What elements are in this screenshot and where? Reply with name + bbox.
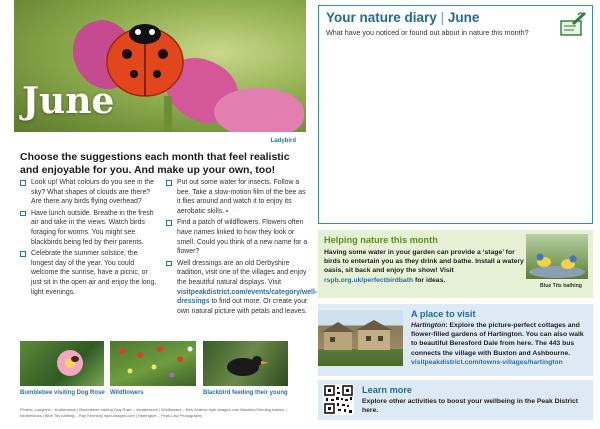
checkbox-icon	[20, 211, 26, 217]
tips-column-right	[166, 178, 318, 318]
place-to-visit-panel	[318, 304, 593, 376]
diary-question: What have you noticed or found out about in nature this month?	[326, 28, 529, 37]
photo-caption: Bumblebee visiting Dog Rose	[20, 390, 105, 396]
learn-more-panel	[318, 380, 593, 420]
learn-text: Explore other activities to boost your wellbeing in the Peak District here.	[362, 398, 579, 415]
ladybird-icon	[102, 16, 188, 98]
visit-title: A place to visit	[411, 309, 476, 319]
photo-hartington	[318, 310, 403, 366]
list-item: Put out some water for insects. Follow a bee. Take a slow-motion film of the bee as it flies around and watch it to enjoy its aerobatic skills.	[166, 178, 308, 216]
page-title: June	[22, 80, 115, 122]
checkbox-icon	[166, 261, 172, 267]
hero-image-ladybird	[14, 0, 306, 132]
hartington-link[interactable]: visitpeakdistrict.com/towns-villages/hartington	[411, 358, 563, 366]
list-item: Look up! What colours do you see in the sky? What shapes of clouds are there? Are there any birds flying overhead?	[20, 178, 158, 207]
photo-credits: Photos: Ladybird – shutterstock | Bumblebee visiting Dog Rose – shutterstock | Wildflowers – Ben Andrew rspb-images.com Blackbird feeding babies – shutterstock | Blue Tits bathing – Ray Kennedy rspb-images.com | Hartington – Peak Law Photography	[20, 407, 288, 418]
photo-caption: Wildflowers	[110, 390, 144, 396]
checkbox-icon	[20, 251, 26, 257]
photo-bumblebee-dog-rose	[20, 341, 104, 386]
photo-wildflowers	[110, 341, 196, 386]
red-dot-mark	[226, 210, 228, 212]
helping-text: Having some water in your garden can provide a ‘stage’ for birds to entertain you as they drink and bathe. Install a watery oasis, sit back and enjoy the show! Visit rspb.org.uk/perfectbirdbath for ideas.	[324, 249, 524, 284]
qr-code-icon[interactable]	[323, 384, 354, 415]
flower-stem	[164, 96, 172, 132]
checkbox-icon	[166, 180, 172, 186]
nature-diary-box[interactable]	[318, 5, 593, 224]
list-item: Find a patch of wildflowers. Flowers often have names linked to how they look or smell. Could you think of a new name for a flower?	[166, 218, 308, 256]
helping-title: Helping nature this month	[324, 235, 438, 245]
pen-writing-icon	[558, 9, 588, 39]
list-item: Well dressings are an old Derbyshire tradition, visit one of the villages and enjoy the beautiful natural displays. Visit visitpeakdistrict.com/events/category/well-dressings to find out more. Or create your own natural picture with petals and leaves.	[166, 259, 308, 317]
learn-title: Learn more	[362, 385, 413, 395]
photo-caption: Blackbird feeding their young	[203, 390, 288, 396]
photo-blue-tits-bathing	[526, 234, 588, 279]
list-item: Have lunch outside. Breathe in the fresh air and take in the views. Watch birds foraging for worms. You might see blackbirds being fed by their parents.	[20, 209, 158, 247]
checkbox-icon	[20, 180, 26, 186]
well-dressings-link[interactable]: visitpeakdistrict.com/events/category/well-dressings	[177, 288, 318, 306]
list-item: Celebrate the summer solstice, the longest day of the year. You could welcome the sunrise, have a picnic, or just sit in the open air and enjoy the long, light evenings.	[20, 249, 158, 297]
flower-petal	[214, 88, 304, 132]
hero-caption: Ladybird	[270, 138, 296, 144]
photo-blackbird-feeding	[203, 341, 288, 386]
birdbath-link[interactable]: rspb.org.uk/perfectbirdbath	[324, 276, 414, 284]
visit-text: Hartington: Explore the picture-perfect cottages and flower-filled gardens of Hartington. You can also walk to beautiful Beresford Dale from here. The 443 bus connects the village with Buxton and Ashbourne. visitpeakdistrict.com/towns-villages/hartington	[411, 322, 584, 366]
diary-title: Your nature diary | June	[326, 10, 480, 25]
intro-text: Choose the suggestions each month that feel realistic and enjoyable for you. And make up your own, too!	[20, 151, 290, 176]
photo-caption: Blue Tits bathing	[540, 283, 582, 289]
checkbox-icon	[166, 220, 172, 226]
tips-column-left	[20, 178, 158, 299]
